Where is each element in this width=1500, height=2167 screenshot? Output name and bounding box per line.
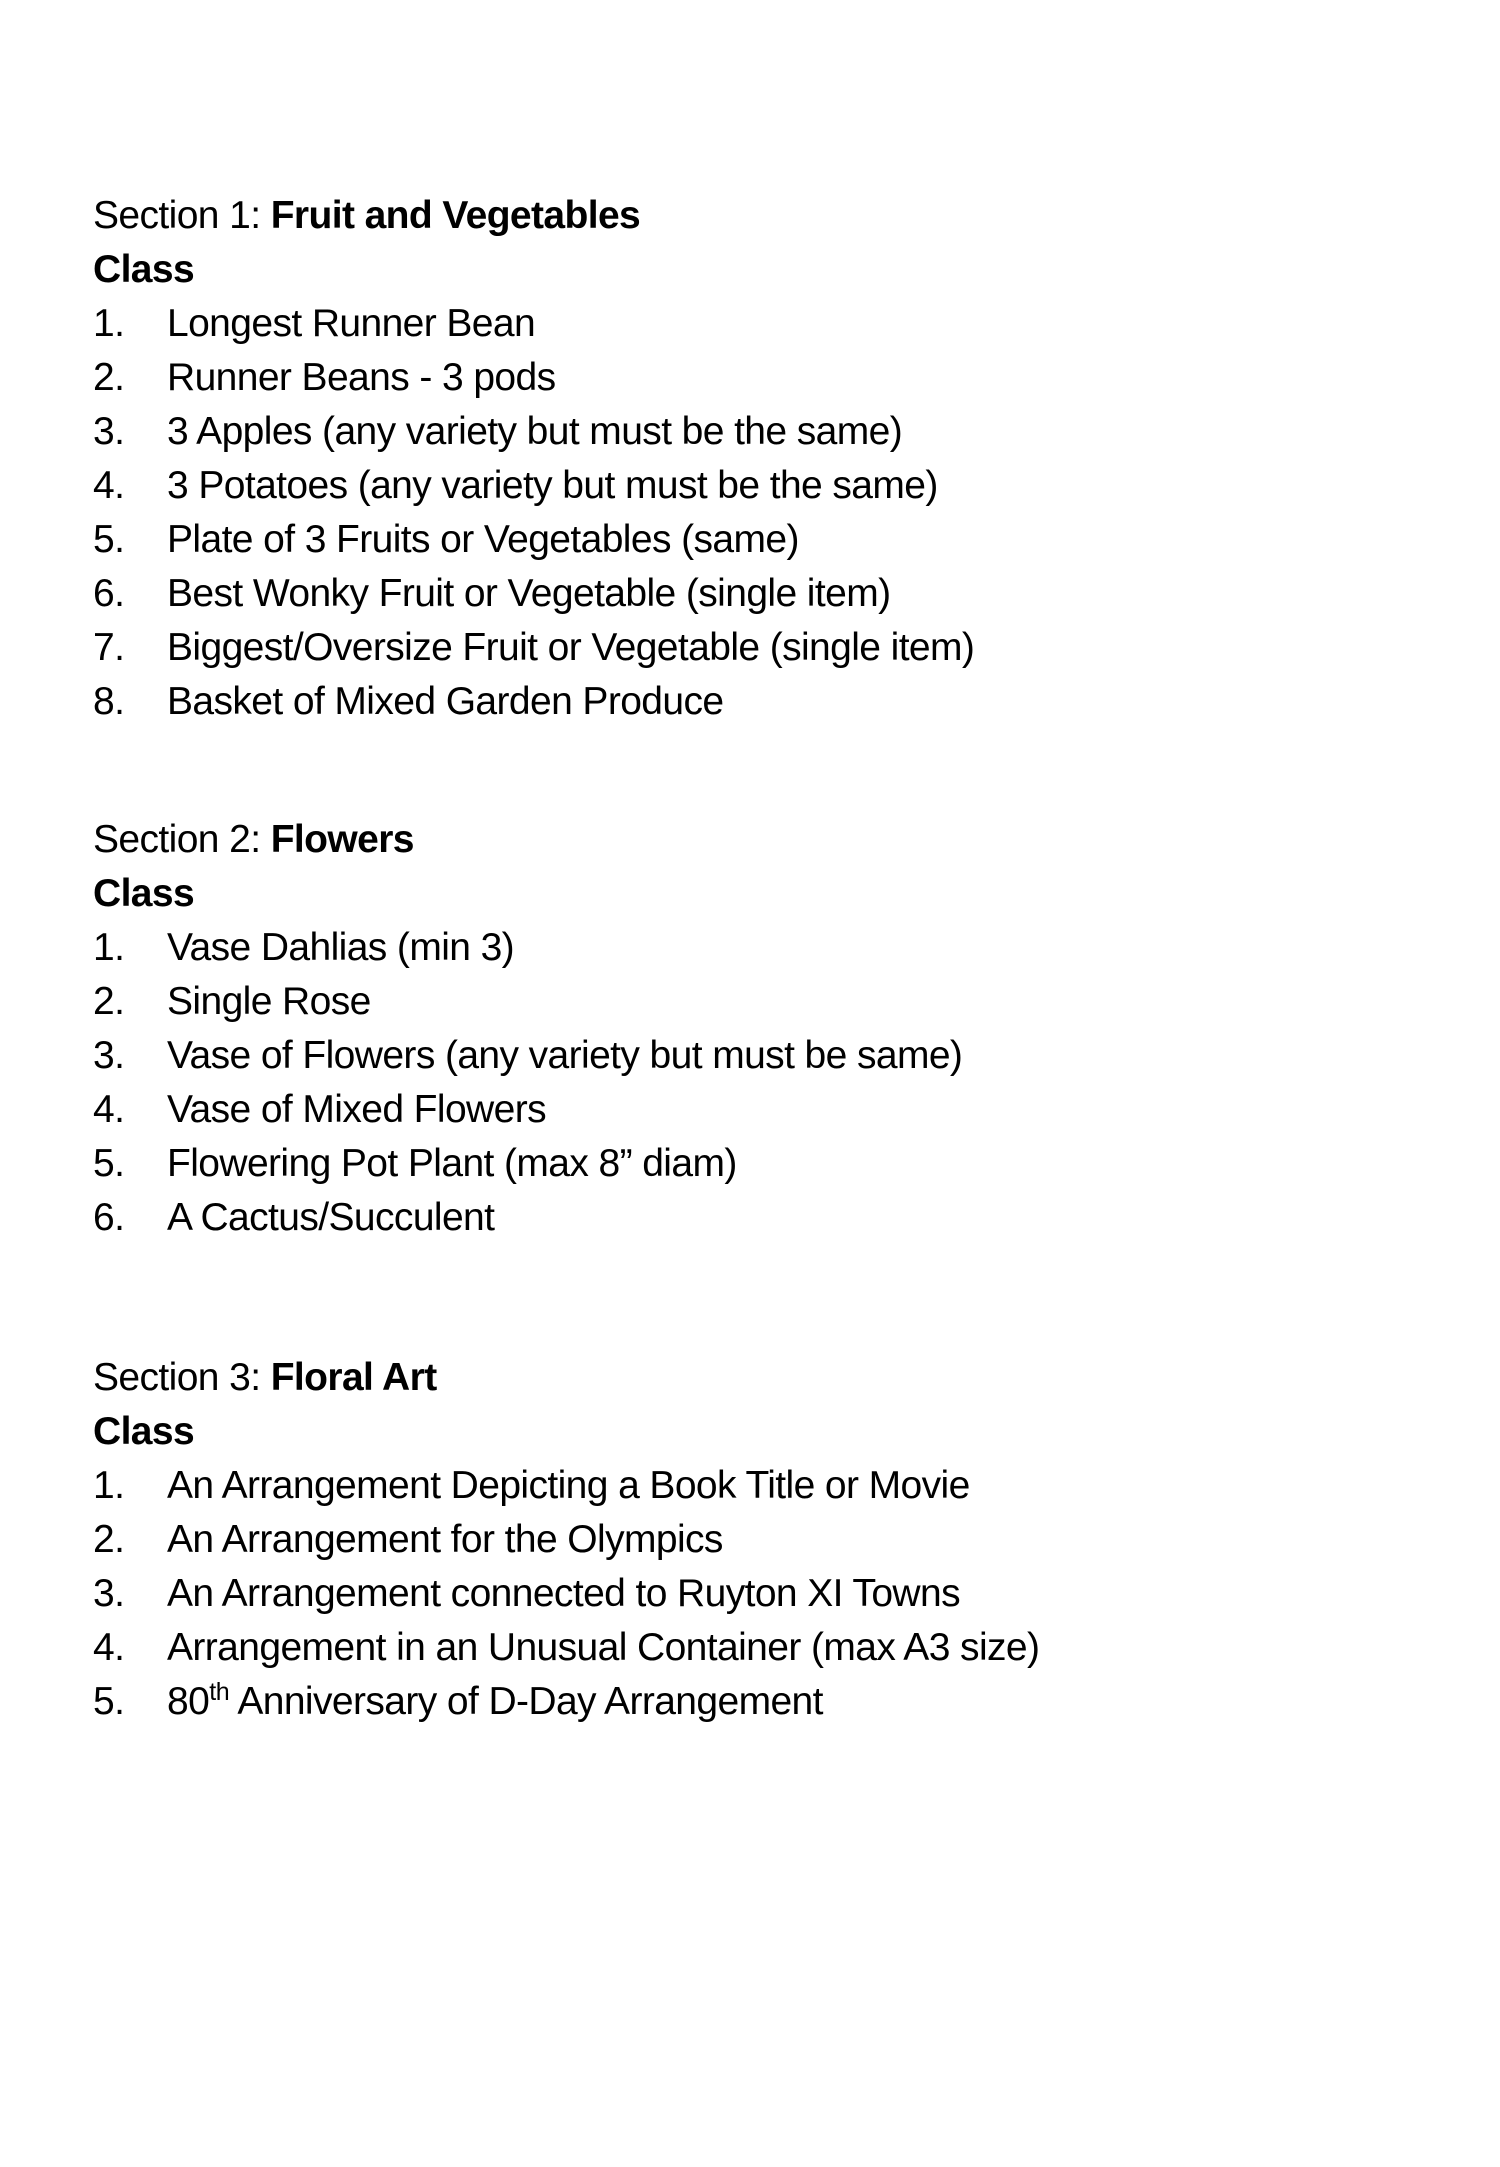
list-item — [93, 1029, 1440, 1083]
item-number: 1. — [93, 302, 125, 345]
item-number: 1. — [93, 1464, 125, 1507]
list-item — [93, 621, 1440, 675]
item-text: 80th Anniversary of D-Day Arrangement — [167, 1678, 823, 1723]
section-title: Flowers — [270, 818, 414, 861]
list-item — [93, 1137, 1440, 1191]
list-item — [93, 921, 1440, 975]
section-title: Floral Art — [270, 1356, 437, 1399]
list-item — [93, 675, 1440, 729]
item-text: An Arrangement Depicting a Book Title or Movie — [167, 1464, 970, 1507]
section-title: Fruit and Vegetables — [270, 194, 641, 237]
list-item — [93, 1083, 1440, 1137]
class-list — [93, 921, 1440, 1245]
item-number: 1. — [93, 926, 125, 969]
item-number: 5. — [93, 518, 125, 561]
list-item — [93, 1675, 1440, 1729]
item-text: Basket of Mixed Garden Produce — [167, 680, 724, 723]
item-number: 4. — [93, 1626, 125, 1669]
item-text: Flowering Pot Plant (max 8” diam) — [167, 1142, 737, 1185]
list-item — [93, 1567, 1440, 1621]
item-text: An Arrangement connected to Ruyton XI Towns — [167, 1572, 960, 1615]
item-number: 3. — [93, 1572, 125, 1615]
section-label: Section 1: — [93, 194, 271, 237]
superscript-text: th — [209, 1678, 230, 1706]
item-text: Plate of 3 Fruits or Vegetables (same) — [167, 518, 799, 561]
list-item — [93, 459, 1440, 513]
item-text: A Cactus/Succulent — [167, 1196, 495, 1239]
document-section — [93, 1351, 1440, 1729]
item-text: Vase of Mixed Flowers — [167, 1088, 546, 1131]
item-number: 3. — [93, 410, 125, 453]
class-heading: Class — [93, 248, 195, 291]
section-label: Section 3: — [93, 1356, 271, 1399]
list-item — [93, 513, 1440, 567]
item-text: Best Wonky Fruit or Vegetable (single item) — [167, 572, 891, 615]
item-number: 2. — [93, 1518, 125, 1561]
list-item — [93, 1621, 1440, 1675]
class-list — [93, 297, 1440, 729]
list-item — [93, 405, 1440, 459]
item-text: Runner Beans - 3 pods — [167, 356, 556, 399]
section-heading — [93, 189, 1440, 243]
item-number: 6. — [93, 1196, 125, 1239]
item-number: 2. — [93, 980, 125, 1023]
section-heading — [93, 813, 1440, 867]
list-item — [93, 1191, 1440, 1245]
list-item — [93, 1459, 1440, 1513]
class-heading: Class — [93, 872, 195, 915]
document-section — [93, 189, 1440, 729]
section-heading — [93, 1351, 1440, 1405]
item-number: 4. — [93, 464, 125, 507]
item-text: Biggest/Oversize Fruit or Vegetable (single item) — [167, 626, 975, 669]
list-item — [93, 1513, 1440, 1567]
class-list — [93, 1459, 1440, 1729]
item-number: 3. — [93, 1034, 125, 1077]
list-item — [93, 351, 1440, 405]
item-text: Longest Runner Bean — [167, 302, 536, 345]
class-heading: Class — [93, 1410, 195, 1453]
item-number: 7. — [93, 626, 125, 669]
item-text: Arrangement in an Unusual Container (max A3 size) — [167, 1626, 1040, 1669]
list-item — [93, 297, 1440, 351]
list-item — [93, 567, 1440, 621]
item-number: 5. — [93, 1142, 125, 1185]
document-section — [93, 813, 1440, 1245]
item-text: Single Rose — [167, 980, 371, 1023]
item-text: Vase of Flowers (any variety but must be same) — [167, 1034, 963, 1077]
item-number: 8. — [93, 680, 125, 723]
section-label: Section 2: — [93, 818, 271, 861]
item-text: 3 Potatoes (any variety but must be the same) — [167, 464, 938, 507]
item-text: Vase Dahlias (min 3) — [167, 926, 515, 969]
list-item — [93, 975, 1440, 1029]
item-text: 3 Apples (any variety but must be the same) — [167, 410, 903, 453]
item-number: 2. — [93, 356, 125, 399]
item-number: 6. — [93, 572, 125, 615]
item-number: 4. — [93, 1088, 125, 1131]
item-text: An Arrangement for the Olympics — [167, 1518, 723, 1561]
item-number: 5. — [93, 1680, 125, 1723]
